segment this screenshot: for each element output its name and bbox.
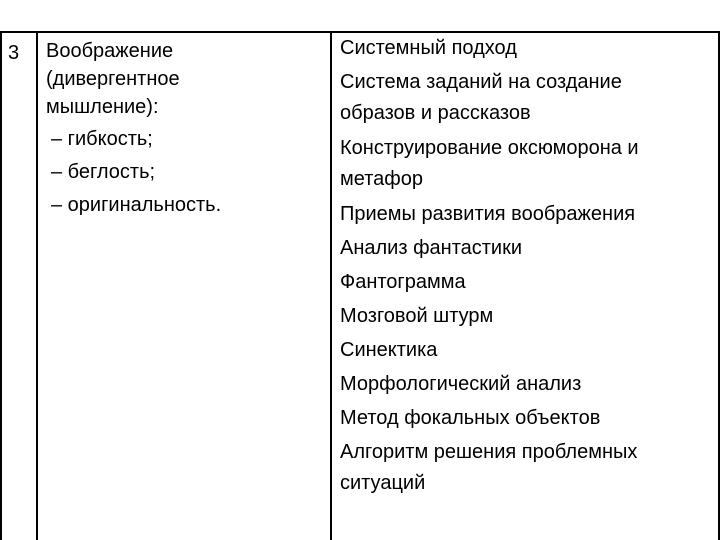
method-item: Системный подход bbox=[340, 37, 517, 59]
method-item: Мозговой штурм bbox=[340, 305, 494, 327]
table-left-border bbox=[0, 31, 2, 540]
method-item: Синектика bbox=[340, 339, 438, 361]
method-item: Алгоритм решения проблемных ситуаций bbox=[340, 441, 638, 494]
method-item: Морфологический анализ bbox=[340, 373, 582, 395]
aspect-item-originality: – оригинальность. bbox=[51, 194, 222, 216]
aspect-title-line: (дивергентное bbox=[46, 68, 180, 90]
method-item: Анализ фантастики bbox=[340, 237, 523, 259]
method-item: Фантограмма bbox=[340, 271, 466, 293]
content-table bbox=[0, 31, 720, 540]
aspect-title-line: мышление): bbox=[46, 96, 159, 118]
method-item: Приемы развития воображения bbox=[340, 203, 636, 225]
method-item: Конструирование оксюморона и метафор bbox=[340, 137, 639, 190]
row-number: 3 bbox=[8, 42, 20, 64]
method-item: Система заданий на создание образов и рассказов bbox=[340, 71, 622, 124]
aspect-cell bbox=[46, 37, 326, 219]
aspect-title-line: Воображение bbox=[46, 40, 174, 62]
method-item: Метод фокальных объектов bbox=[340, 407, 601, 429]
column-divider-2 bbox=[330, 31, 332, 540]
methods-cell bbox=[340, 33, 715, 503]
aspect-item-flexibility: – гибкость; bbox=[51, 128, 153, 150]
column-divider-1 bbox=[36, 31, 38, 540]
aspect-item-fluency: – беглость; bbox=[51, 161, 156, 183]
